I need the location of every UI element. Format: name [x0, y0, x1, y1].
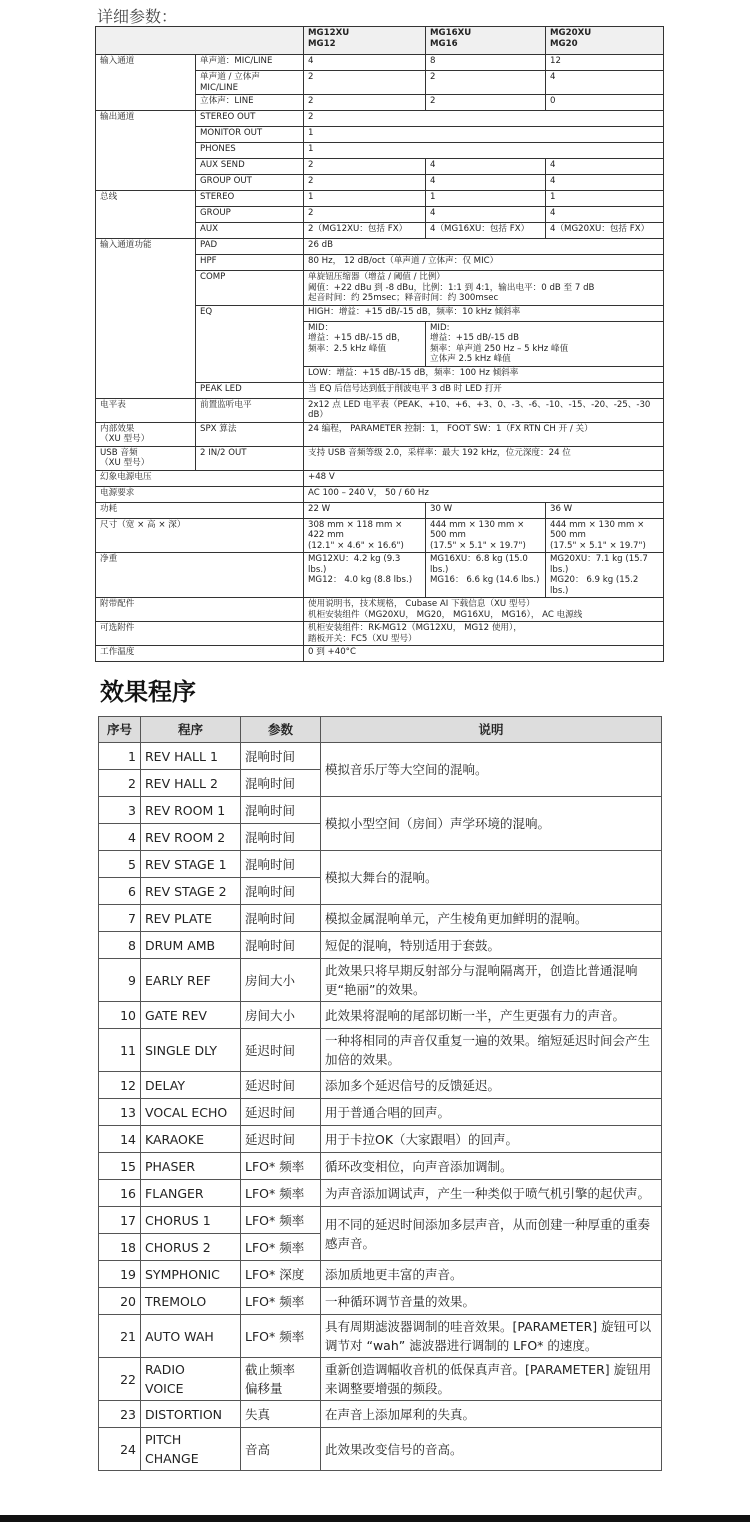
effect-number: 10: [99, 1002, 141, 1029]
spec-value: 4: [546, 71, 664, 95]
effect-row: [99, 1358, 662, 1401]
effect-row: [99, 1002, 662, 1029]
effect-row: [99, 1428, 662, 1471]
effect-number: 2: [99, 770, 141, 797]
spec-group-label: 附带配件: [96, 598, 304, 622]
effect-description: 添加多个延迟信号的反馈延迟。: [321, 1072, 662, 1099]
effect-row: [99, 851, 662, 878]
effect-number: 8: [99, 932, 141, 959]
spec-value: 单旋钮压缩器（增益 / 阈值 / 比例） 阈值：+22 dBu 到 -8 dBu，比例：1:1 到 4:1，输出电平：0 dB 至 7 dB 起音时间：约 25msec；释音时间：约 300msec: [304, 271, 664, 306]
effect-description: 此效果将混响的尾部切断一半，产生更强有力的声音。: [321, 1002, 662, 1029]
spec-row: [96, 486, 664, 502]
spec-value: MG12XU：4.2 kg (9.3 lbs.) MG12： 4.0 kg (8.8 lbs.): [304, 553, 426, 598]
spec-value: 2: [304, 95, 426, 111]
effect-name: GATE REV: [141, 1002, 241, 1029]
spec-value: LOW：增益：+15 dB/-15 dB，频率：100 Hz 倾斜率: [304, 366, 664, 382]
effect-parameter: 延迟时间: [241, 1072, 321, 1099]
effect-row: [99, 1401, 662, 1428]
spec-value: MG16XU：6.8 kg (15.0 lbs.) MG16： 6.6 kg (14.6 lbs.): [426, 553, 546, 598]
effect-description: 模拟金属混响单元，产生棱角更加鲜明的混响。: [321, 905, 662, 932]
effect-name: REV ROOM 1: [141, 797, 241, 824]
spec-value: 4: [304, 55, 426, 71]
spec-value: 8: [426, 55, 546, 71]
effect-name: REV ROOM 2: [141, 824, 241, 851]
effect-name: SYMPHONIC: [141, 1261, 241, 1288]
spec-row: [96, 398, 664, 422]
spec-value: 36 W: [546, 502, 664, 518]
effect-row: [99, 932, 662, 959]
effect-name: AUTO WAH: [141, 1315, 241, 1358]
effect-name: TREMOLO: [141, 1288, 241, 1315]
spec-value: 26 dB: [304, 239, 664, 255]
spec-header-blank: [96, 27, 304, 55]
spec-value: 4: [426, 159, 546, 175]
effects-title: 效果程序: [100, 678, 196, 706]
effect-number: 12: [99, 1072, 141, 1099]
spec-group-label: 电平表: [96, 398, 196, 422]
spec-sub-label: AUX SEND: [196, 159, 304, 175]
effect-description: 短促的混响，特别适用于套鼓。: [321, 932, 662, 959]
spec-row: [96, 111, 664, 127]
effect-number: 21: [99, 1315, 141, 1358]
spec-row: [96, 502, 664, 518]
spec-value: 机柜安装组件：RK-MG12（MG12XU， MG12 使用）， 踏板开关：FC5（XU 型号）: [304, 622, 664, 646]
spec-row: [96, 470, 664, 486]
spec-sub-label: MONITOR OUT: [196, 127, 304, 143]
spec-value: 4: [426, 175, 546, 191]
spec-row: [96, 446, 664, 470]
effect-name: REV HALL 1: [141, 743, 241, 770]
spec-sub-label: PAD: [196, 239, 304, 255]
spec-value: 0: [546, 95, 664, 111]
effect-name: CHORUS 1: [141, 1207, 241, 1234]
effect-description: 用于卡拉OK（大家跟唱）的回声。: [321, 1126, 662, 1153]
effect-row: [99, 1261, 662, 1288]
spec-sub-label: STEREO: [196, 191, 304, 207]
effect-row: [99, 1029, 662, 1072]
effect-name: REV PLATE: [141, 905, 241, 932]
model-header: MG12XU MG12: [304, 27, 426, 55]
effect-description: 用于普通合唱的回声。: [321, 1099, 662, 1126]
effect-number: 15: [99, 1153, 141, 1180]
spec-group-label: 尺寸（宽 × 高 × 深）: [96, 518, 304, 553]
effects-header-3: 说明: [321, 717, 662, 743]
effect-name: DELAY: [141, 1072, 241, 1099]
effect-description: 模拟小型空间（房间）声学环境的混响。: [321, 797, 662, 851]
effect-name: CHORUS 2: [141, 1234, 241, 1261]
spec-value: 444 mm × 130 mm × 500 mm (17.5" × 5.1" × 19.7"): [426, 518, 546, 553]
effect-name: DRUM AMB: [141, 932, 241, 959]
spec-sub-label: 立体声：LINE: [196, 95, 304, 111]
spec-value: 4: [546, 207, 664, 223]
spec-group-label: 可选附件: [96, 622, 304, 646]
spec-table: [95, 26, 664, 662]
spec-sub-label: EQ: [196, 305, 304, 382]
spec-group-label: 电源要求: [96, 486, 304, 502]
effects-header-2: 参数: [241, 717, 321, 743]
spec-sub-label: GROUP: [196, 207, 304, 223]
spec-group-label: 工作温度: [96, 646, 304, 662]
spec-value: 2: [304, 71, 426, 95]
spec-sub-label: 前置监听电平: [196, 398, 304, 422]
effect-number: 19: [99, 1261, 141, 1288]
spec-value: 30 W: [426, 502, 546, 518]
effect-name: EARLY REF: [141, 959, 241, 1002]
spec-value: 12: [546, 55, 664, 71]
effect-number: 4: [99, 824, 141, 851]
effect-number: 6: [99, 878, 141, 905]
spec-value: 1: [426, 191, 546, 207]
effects-header-1: 程序: [141, 717, 241, 743]
effect-number: 1: [99, 743, 141, 770]
effect-description: 为声音添加调试声，产生一种类似于喷气机引擎的起伏声。: [321, 1180, 662, 1207]
spec-row: [96, 55, 664, 71]
effect-name: RADIO VOICE: [141, 1358, 241, 1401]
effect-row: [99, 959, 662, 1002]
effect-row: [99, 743, 662, 770]
effect-number: 18: [99, 1234, 141, 1261]
spec-value: 2（MG12XU：包括 FX）: [304, 223, 426, 239]
effect-parameter: 混响时间: [241, 743, 321, 770]
effect-parameter: 混响时间: [241, 878, 321, 905]
spec-header-row: [96, 27, 664, 55]
effect-number: 14: [99, 1126, 141, 1153]
effect-name: PITCH CHANGE: [141, 1428, 241, 1471]
effect-number: 17: [99, 1207, 141, 1234]
effect-name: FLANGER: [141, 1180, 241, 1207]
effect-parameter: LFO* 频率: [241, 1153, 321, 1180]
spec-value: 4（MG16XU：包括 FX）: [426, 223, 546, 239]
effect-row: [99, 1315, 662, 1358]
spec-sub-label: PEAK LED: [196, 382, 304, 398]
effect-number: 23: [99, 1401, 141, 1428]
spec-value: 当 EQ 后信号达到低于削波电平 3 dB 时 LED 打开: [304, 382, 664, 398]
effect-description: 在声音上添加犀利的失真。: [321, 1401, 662, 1428]
effect-number: 5: [99, 851, 141, 878]
spec-sub-label: 单声道 / 立体声 MIC/LINE: [196, 71, 304, 95]
effect-row: [99, 1099, 662, 1126]
effect-name: KARAOKE: [141, 1126, 241, 1153]
effect-name: DISTORTION: [141, 1401, 241, 1428]
spec-sub-label: AUX: [196, 223, 304, 239]
effect-number: 11: [99, 1029, 141, 1072]
effect-parameter: LFO* 深度: [241, 1261, 321, 1288]
spec-group-label: 总线: [96, 191, 196, 239]
spec-value: 444 mm × 130 mm × 500 mm (17.5" × 5.1" × 19.7"): [546, 518, 664, 553]
spec-row: [96, 422, 664, 446]
effect-description: 循环改变相位，向声音添加调制。: [321, 1153, 662, 1180]
effect-row: [99, 1180, 662, 1207]
effect-row: [99, 1288, 662, 1315]
spec-value: 1: [304, 191, 426, 207]
spec-sub-label: PHONES: [196, 143, 304, 159]
effect-name: REV STAGE 2: [141, 878, 241, 905]
effect-number: 13: [99, 1099, 141, 1126]
spec-value: +48 V: [304, 470, 664, 486]
spec-group-label: 净重: [96, 553, 304, 598]
effect-parameter: 截止频率 偏移量: [241, 1358, 321, 1401]
spec-sub-label: GROUP OUT: [196, 175, 304, 191]
effect-name: REV HALL 2: [141, 770, 241, 797]
effect-name: VOCAL ECHO: [141, 1099, 241, 1126]
spec-value: MID: 增益：+15 dB/-15 dB 频率：单声道 250 Hz – 5 kHz 峰值 立体声 2.5 kHz 峰值: [426, 321, 664, 366]
effect-number: 16: [99, 1180, 141, 1207]
spec-value: 1: [546, 191, 664, 207]
spec-value: 2: [304, 207, 426, 223]
spec-value: 2: [426, 95, 546, 111]
spec-sub-label: 2 IN/2 OUT: [196, 446, 304, 470]
spec-value: 2: [426, 71, 546, 95]
effect-description: 具有周期滤波器调制的哇音效果。[PARAMETER] 旋钮可以调节对 “wah” 滤波器进行调制的 LFO* 的速度。: [321, 1315, 662, 1358]
effect-parameter: LFO* 频率: [241, 1180, 321, 1207]
effect-parameter: 混响时间: [241, 851, 321, 878]
effect-parameter: 延迟时间: [241, 1029, 321, 1072]
spec-value: 2: [304, 111, 664, 127]
effect-number: 7: [99, 905, 141, 932]
effect-description: 一种将相同的声音仅重复一遍的效果。缩短延迟时间会产生加倍的效果。: [321, 1029, 662, 1072]
effect-row: [99, 1072, 662, 1099]
effect-row: [99, 797, 662, 824]
effect-parameter: 延迟时间: [241, 1126, 321, 1153]
spec-value: 4（MG20XU：包括 FX）: [546, 223, 664, 239]
effects-table: [98, 716, 662, 1471]
spec-value: 1: [304, 127, 664, 143]
spec-value: 4: [546, 175, 664, 191]
spec-group-label: USB 音频 （XU 型号）: [96, 446, 196, 470]
effects-header-0: 序号: [99, 717, 141, 743]
effect-parameter: LFO* 频率: [241, 1234, 321, 1261]
effect-number: 22: [99, 1358, 141, 1401]
effect-parameter: 混响时间: [241, 797, 321, 824]
effect-parameter: LFO* 频率: [241, 1288, 321, 1315]
spec-value: 2x12 点 LED 电平表（PEAK、+10、+6、+3、0、-3、-6、-10、-15、-20、-25、-30 dB）: [304, 398, 664, 422]
spec-value: 支持 USB 音频等级 2.0，采样率：最大 192 kHz，位元深度：24 位: [304, 446, 664, 470]
effect-row: [99, 1126, 662, 1153]
spec-value: 4: [546, 159, 664, 175]
spec-row: [96, 646, 664, 662]
spec-value: MG20XU：7.1 kg (15.7 lbs.) MG20： 6.9 kg (15.2 lbs.): [546, 553, 664, 598]
spec-sub-label: 单声道：MIC/LINE: [196, 55, 304, 71]
spec-value: 80 Hz， 12 dB/oct（单声道 / 立体声：仅 MIC）: [304, 255, 664, 271]
effect-description: 一种循环调节音量的效果。: [321, 1288, 662, 1315]
effect-parameter: 混响时间: [241, 905, 321, 932]
effect-description: 重新创造调幅收音机的低保真声音。[PARAMETER] 旋钮用来调整要增强的频段。: [321, 1358, 662, 1401]
spec-row: [96, 518, 664, 553]
spec-value: 使用说明书，技术规格， Cubase AI 下载信息（XU 型号） 机柜安装组件（MG20XU， MG20， MG16XU， MG16）， AC 电源线: [304, 598, 664, 622]
effect-row: [99, 1207, 662, 1234]
effect-description: 添加质地更丰富的声音。: [321, 1261, 662, 1288]
effects-header-row: [99, 717, 662, 743]
spec-value: 1: [304, 143, 664, 159]
spec-value: HIGH：增益：+15 dB/-15 dB，频率：10 kHz 倾斜率: [304, 305, 664, 321]
spec-group-label: 功耗: [96, 502, 304, 518]
effect-number: 3: [99, 797, 141, 824]
spec-value: 0 到 +40°C: [304, 646, 664, 662]
spec-group-label: 内部效果 （XU 型号）: [96, 422, 196, 446]
effect-number: 20: [99, 1288, 141, 1315]
spec-value: 22 W: [304, 502, 426, 518]
spec-sub-label: HPF: [196, 255, 304, 271]
spec-value: AC 100 – 240 V， 50 / 60 Hz: [304, 486, 664, 502]
bottom-bar: [0, 1515, 750, 1522]
effect-parameter: 延迟时间: [241, 1099, 321, 1126]
spec-sub-label: STEREO OUT: [196, 111, 304, 127]
effect-parameter: 混响时间: [241, 824, 321, 851]
effect-parameter: 房间大小: [241, 959, 321, 1002]
effect-description: 模拟大舞台的混响。: [321, 851, 662, 905]
spec-value: 2: [304, 175, 426, 191]
effect-parameter: 失真: [241, 1401, 321, 1428]
spec-value: 4: [426, 207, 546, 223]
effect-name: SINGLE DLY: [141, 1029, 241, 1072]
effect-description: 此效果改变信号的音高。: [321, 1428, 662, 1471]
model-header: MG16XU MG16: [426, 27, 546, 55]
spec-sub-label: COMP: [196, 271, 304, 306]
spec-title: 详细参数：: [97, 7, 178, 26]
effect-number: 24: [99, 1428, 141, 1471]
effect-parameter: 混响时间: [241, 932, 321, 959]
spec-value: 2: [304, 159, 426, 175]
spec-row: [96, 191, 664, 207]
spec-value: 308 mm × 118 mm × 422 mm (12.1" × 4.6" × 16.6"): [304, 518, 426, 553]
effect-description: 模拟音乐厅等大空间的混响。: [321, 743, 662, 797]
effect-parameter: LFO* 频率: [241, 1315, 321, 1358]
spec-sub-label: SPX 算法: [196, 422, 304, 446]
spec-value: MID： 增益：+15 dB/-15 dB， 频率：2.5 kHz 峰值: [304, 321, 426, 366]
effect-parameter: 混响时间: [241, 770, 321, 797]
effect-parameter: 房间大小: [241, 1002, 321, 1029]
spec-group-label: 幻象电源电压: [96, 470, 304, 486]
effect-number: 9: [99, 959, 141, 1002]
effect-row: [99, 1153, 662, 1180]
spec-group-label: 输入通道: [96, 55, 196, 111]
effect-name: PHASER: [141, 1153, 241, 1180]
effect-description: 此效果只将早期反射部分与混响隔离开，创造比普通混响更“艳丽”的效果。: [321, 959, 662, 1002]
spec-row: [96, 553, 664, 598]
effect-description: 用不同的延迟时间添加多层声音，从而创建一种厚重的重奏感声音。: [321, 1207, 662, 1261]
spec-group-label: 输入通道功能: [96, 239, 196, 399]
model-header: MG20XU MG20: [546, 27, 664, 55]
spec-group-label: 输出通道: [96, 111, 196, 191]
effect-row: [99, 905, 662, 932]
spec-value: 24 编程， PARAMETER 控制：1， FOOT SW：1（FX RTN CH 开 / 关）: [304, 422, 664, 446]
spec-row: [96, 622, 664, 646]
effect-parameter: 音高: [241, 1428, 321, 1471]
effect-parameter: LFO* 频率: [241, 1207, 321, 1234]
spec-row: [96, 239, 664, 255]
effect-name: REV STAGE 1: [141, 851, 241, 878]
spec-row: [96, 598, 664, 622]
